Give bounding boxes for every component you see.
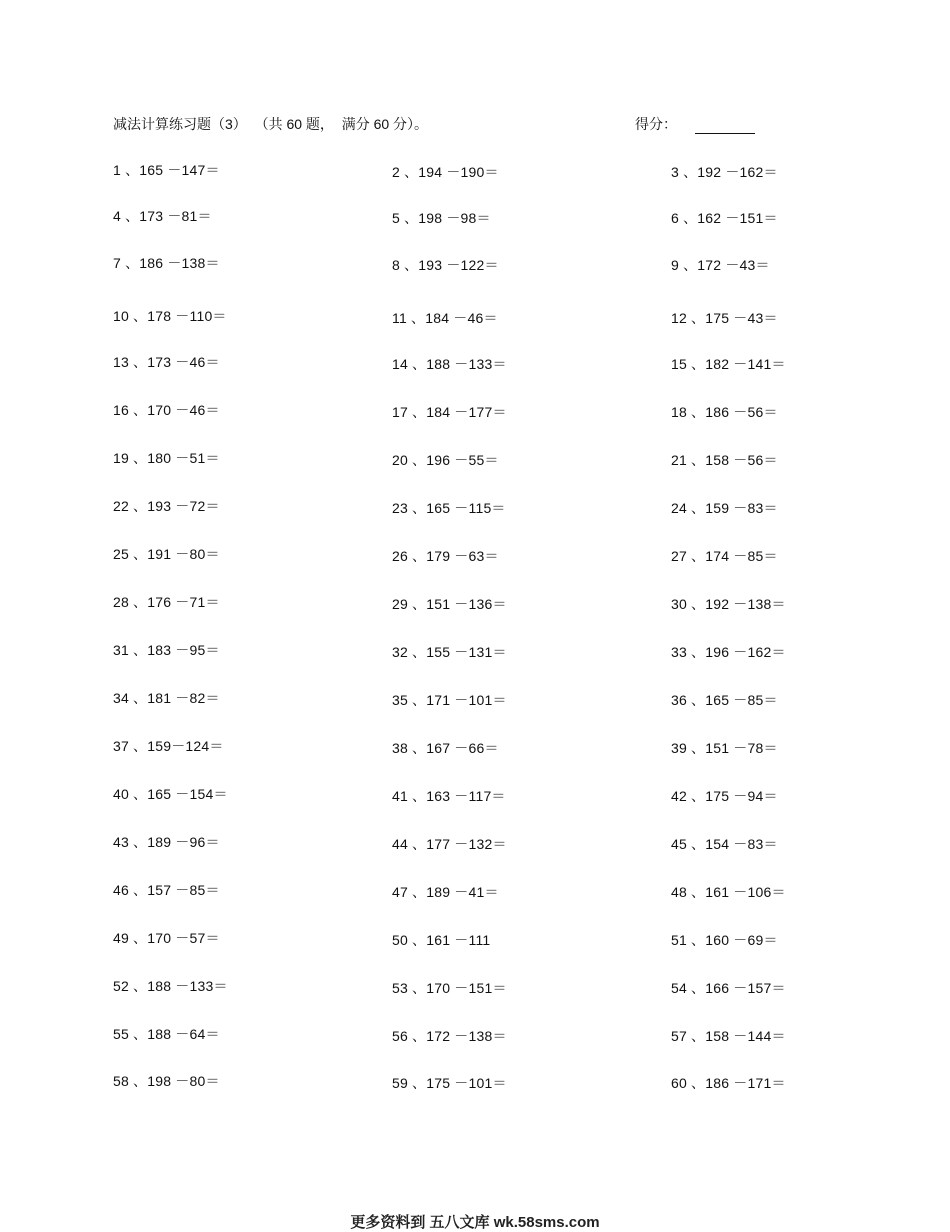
problem-22: 22 、193 －72＝ [113,498,220,514]
problem-56: 56 、172 －138＝ [392,1028,507,1044]
problem-7: 7 、186 －138＝ [113,255,220,271]
problem-23: 23 、165 －115＝ [392,500,506,516]
problem-51: 51 、160 －69＝ [671,932,778,948]
problem-58: 58 、198 －80＝ [113,1073,220,1089]
score-field [635,114,755,134]
worksheet-title: 减法计算练习题（3） （共 60 题， 满分 60 分）。 [113,116,429,132]
problem-31: 31 、183 －95＝ [113,642,220,658]
problem-54: 54 、166 －157＝ [671,980,786,996]
problem-57: 57 、158 －144＝ [671,1028,786,1044]
problem-33: 33 、196 －162＝ [671,644,786,660]
problem-16: 16 、170 －46＝ [113,402,220,418]
problem-47: 47 、189 －41＝ [392,884,499,900]
problem-44: 44 、177 －132＝ [392,836,507,852]
problem-52: 52 、188 －133＝ [113,978,228,994]
problem-5: 5 、198 －98＝ [392,210,491,226]
problem-41: 41 、163 －117＝ [392,788,506,804]
problem-32: 32 、155 －131＝ [392,644,507,660]
problem-17: 17 、184 －177＝ [392,404,507,420]
problem-15: 15 、182 －141＝ [671,356,786,372]
problem-39: 39 、151 －78＝ [671,740,778,756]
problem-9: 9 、172 －43＝ [671,257,770,273]
problem-48: 48 、161 －106＝ [671,884,786,900]
problem-36: 36 、165 －85＝ [671,692,778,708]
problem-4: 4 、173 －81＝ [113,208,212,224]
problem-8: 8 、193 －122＝ [392,257,499,273]
problem-46: 46 、157 －85＝ [113,882,220,898]
score-label: 得分： [635,116,677,132]
problem-2: 2 、194 －190＝ [392,164,499,180]
problem-1: 1 、165 －147＝ [113,162,220,178]
problem-27: 27 、174 －85＝ [671,548,778,564]
problem-28: 28 、176 －71＝ [113,594,220,610]
problem-6: 6 、162 －151＝ [671,210,778,226]
problem-24: 24 、159 －83＝ [671,500,778,516]
problem-50: 50 、161 －111 [392,932,491,948]
problem-10: 10 、178 －110＝ [113,308,227,324]
problem-29: 29 、151 －136＝ [392,596,507,612]
problem-14: 14 、188 －133＝ [392,356,507,372]
problem-19: 19 、180 －51＝ [113,450,220,466]
problem-21: 21 、158 －56＝ [671,452,778,468]
problem-26: 26 、179 －63＝ [392,548,499,564]
problem-12: 12 、175 －43＝ [671,310,778,326]
problem-40: 40 、165 －154＝ [113,786,228,802]
score-blank[interactable] [695,119,755,134]
problem-18: 18 、186 －56＝ [671,404,778,420]
problem-45: 45 、154 －83＝ [671,836,778,852]
problem-3: 3 、192 －162＝ [671,164,778,180]
problem-38: 38 、167 －66＝ [392,740,499,756]
problem-53: 53 、170 －151＝ [392,980,507,996]
problem-42: 42 、175 －94＝ [671,788,778,804]
problem-34: 34 、181 －82＝ [113,690,220,706]
problem-13: 13 、173 －46＝ [113,354,220,370]
problem-43: 43 、189 －96＝ [113,834,220,850]
problem-55: 55 、188 －64＝ [113,1026,220,1042]
problem-37: 37 、159－124＝ [113,738,224,754]
problem-59: 59 、175 －101＝ [392,1075,507,1091]
footer-watermark: 更多资料到 五八文库 wk.58sms.com [350,1214,600,1231]
problem-25: 25 、191 －80＝ [113,546,220,562]
problem-30: 30 、192 －138＝ [671,596,786,612]
problem-20: 20 、196 －55＝ [392,452,499,468]
problem-35: 35 、171 －101＝ [392,692,507,708]
problem-60: 60 、186 －171＝ [671,1075,786,1091]
problem-49: 49 、170 －57＝ [113,930,220,946]
problem-11: 11 、184 －46＝ [392,310,498,326]
